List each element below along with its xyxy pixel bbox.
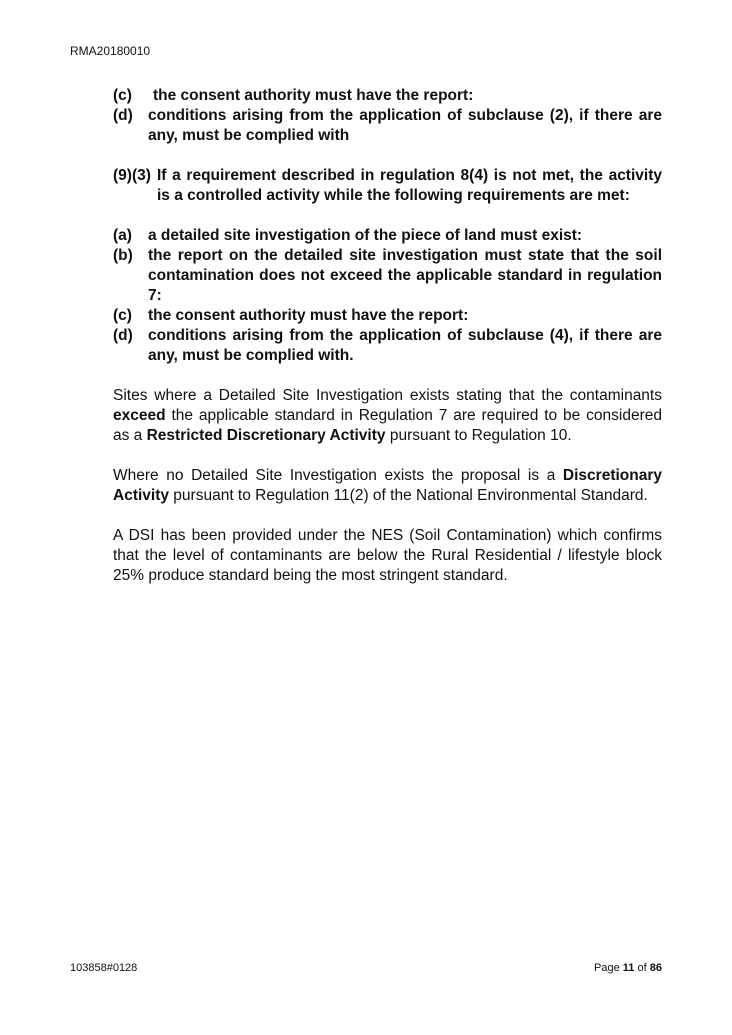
clause-label: (9)(3) <box>113 167 151 184</box>
clause-d-first <box>113 106 662 146</box>
clause-d-second <box>113 326 662 366</box>
para-text: the applicable standard in Regulation 7 are required to be considered as a <box>113 407 662 444</box>
clause-label: (b) <box>113 247 133 264</box>
clause-text: the report on the detailed site investigation must state that the soil contamination does not exceed the applicable standard in regulation 7: <box>148 247 662 304</box>
of-word: of <box>637 962 647 974</box>
clause-b <box>113 246 662 306</box>
clause-text: conditions arising from the application of subclause (2), if there are any, must be complied with <box>148 107 662 144</box>
paragraph-dsi: A DSI has been provided under the NES (Soil Contamination) which confirms that the level of contaminants are below the Rural Residential / lifestyle block 25% produce standard being the most stringent standard. <box>113 527 662 584</box>
clause-label: (c) <box>113 87 132 104</box>
para-text: Sites where a Detailed Site Investigation exists stating that the contaminants <box>113 387 662 404</box>
current-page: 11 <box>622 962 635 974</box>
para-text: Where no Detailed Site Investigation exists the proposal is a <box>113 467 563 484</box>
para-text: pursuant to Regulation 11(2) of the National Environmental Standard. <box>169 487 648 504</box>
clause-c-first <box>113 86 662 106</box>
clause-label: (a) <box>113 227 132 244</box>
clause-text: conditions arising from the application of subclause (4), if there are any, must be complied with. <box>148 327 662 364</box>
paragraph-restricted-discretionary <box>113 386 662 446</box>
clause-text: If a requirement described in regulation 8(4) is not met, the activity is a controlled activity while the following requirements are met: <box>157 167 662 204</box>
clause-text: the consent authority must have the report: <box>148 307 469 324</box>
footer-document-id: 103858#0128 <box>70 962 138 974</box>
paragraph-discretionary <box>113 466 662 506</box>
para-bold: exceed <box>113 407 166 424</box>
document-reference: RMA20180010 <box>70 44 151 58</box>
clause-c-second <box>113 306 662 326</box>
para-text: pursuant to Regulation 10. <box>385 427 572 444</box>
clause-text: the consent authority must have the report: <box>153 87 474 104</box>
page-word: Page <box>594 962 620 974</box>
total-pages: 86 <box>649 962 662 974</box>
page-body <box>113 86 662 586</box>
page-number <box>594 962 662 974</box>
clause-label: (d) <box>113 107 133 124</box>
para-bold: Discretionary Activity <box>113 467 662 504</box>
para-bold: Restricted Discretionary Activity <box>146 427 386 444</box>
clause-text: a detailed site investigation of the piece of land must exist: <box>148 227 583 244</box>
clause-9-3 <box>113 166 662 206</box>
clause-label: (c) <box>113 307 132 324</box>
clause-a <box>113 226 662 246</box>
clause-label: (d) <box>113 327 133 344</box>
